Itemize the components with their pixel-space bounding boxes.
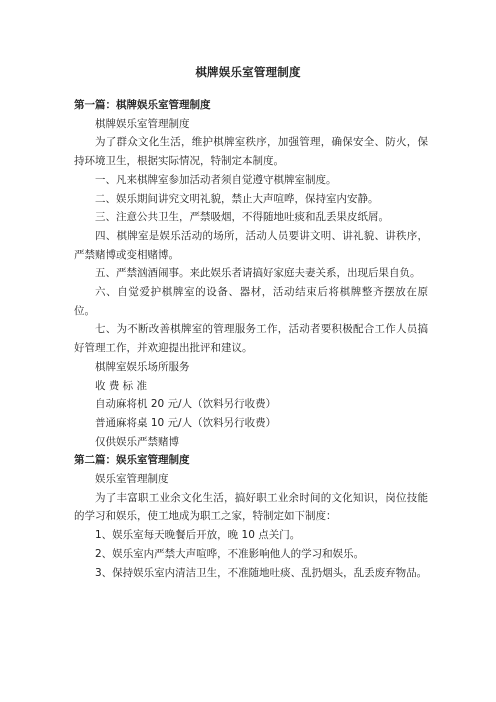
- fee-item-3: 仅供娱乐严禁赌博: [95, 435, 179, 448]
- section1-rule-7: 七、为不断改善棋牌室的管理服务工作，活动者要积极配合工作人员搞好管理工作，并欢迎提出批评和建议。: [74, 323, 428, 355]
- fee-header: 收 费 标 准: [95, 379, 148, 392]
- fee-item-1: 自动麻将机 20 元/人（饮料另行收费）: [95, 398, 277, 411]
- document-body: [74, 96, 428, 582]
- section2-intro: 为了丰富职工业余文化生活，搞好职工业余时间的文化知识，岗位技能的学习和娱乐，使工地成为职工之家，特制定如下制度：: [74, 491, 428, 523]
- section1-heading: 第一篇：棋牌娱乐室管理制度: [74, 99, 211, 111]
- section1-rule-4: 四、棋牌室是娱乐活动的场所，活动人员要讲文明、讲礼貌、讲秩序，严禁赌博或变相赌博。: [74, 229, 428, 261]
- section2-rule-1: 1、娱乐室每天晚餐后开放，晚 10 点关门。: [95, 529, 301, 542]
- section1-subtitle: 棋牌娱乐室管理制度: [95, 117, 190, 130]
- services-title: 棋牌室娱乐场所服务: [95, 360, 190, 373]
- section2-rule-3: 3、保持娱乐室内清洁卫生，不准随地吐痰、乱扔烟头，乱丢废弃物品。: [95, 566, 428, 579]
- section2-rule-2: 2、娱乐室内严禁大声喧哗，不准影响他人的学习和娱乐。: [95, 547, 365, 560]
- section1-rule-3: 三、注意公共卫生，严禁吸烟，不得随地吐痰和乱丢果皮纸屑。: [95, 211, 389, 224]
- section1-rule-6: 六、自觉爱护棋牌室的设备、器材，活动结束后将棋牌整齐摆放在原位。: [74, 286, 428, 317]
- fee-item-2: 普通麻将桌 10 元/人（饮料另行收费）: [95, 416, 277, 429]
- section2-heading: 第二篇：娱乐室管理制度: [74, 454, 190, 467]
- section1-intro: 为了群众文化生活，维护棋牌室秩序，加强管理，确保安全、防火，保持环境卫生，根据实际情况，特制定本制度。: [74, 136, 428, 168]
- section1-rule-5: 五、严禁汹酒闹事。来此娱乐者请搞好家庭夫妻关系，出现后果自负。: [95, 267, 421, 280]
- section1-rule-2: 二、娱乐期间讲究文明礼貌，禁止大声喧哗，保持室内安静。: [95, 192, 379, 205]
- section1-rule-1: 一、凡来棋牌室参加活动者须自觉遵守棋牌室制度。: [95, 173, 337, 186]
- document-title: 棋牌娱乐室管理制度: [195, 65, 301, 79]
- section2-subtitle: 娱乐室管理制度: [95, 473, 169, 486]
